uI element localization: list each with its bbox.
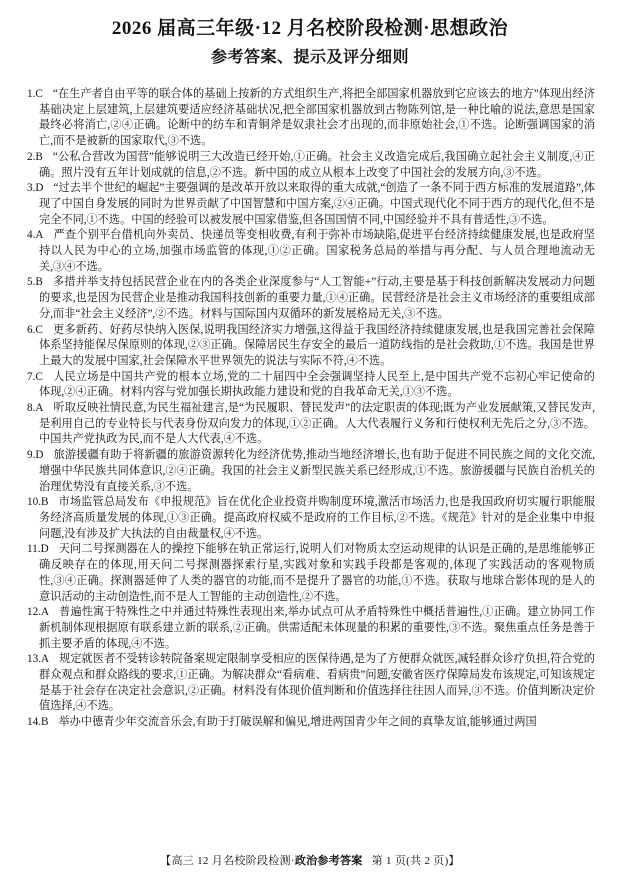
answer-item <box>27 401 595 448</box>
answer-item <box>27 87 595 150</box>
page-subtitle: 参考答案、提示及评分细则 <box>210 49 409 66</box>
answer-explanation: 普遍性寓于特殊性之中并通过特殊性表现出来,举办试点可从矛盾特殊性中概括普遍性,①正确。建立协同工作新机制体现根据原有联系建立新的联系,②正确。供需适配未体现量的积累的重要性,③不选。聚焦重点任务是善于抓主要矛盾的体现,④不选。 <box>39 606 595 650</box>
answer-number-choice: 8.A <box>27 402 44 415</box>
answer-item <box>27 448 595 495</box>
answer-number-choice: 4.A <box>27 229 44 242</box>
answer-item <box>27 370 595 401</box>
answer-item <box>27 150 595 181</box>
answer-item <box>27 275 595 322</box>
answer-number-choice: 13.A <box>27 653 50 666</box>
answer-item <box>27 323 595 370</box>
answer-number-choice: 14.B <box>27 716 49 729</box>
answer-explanation: 旅游援疆有助于将新疆的旅游资源转化为经济优势,推动当地经济增长,也有助于促进不同民族之间的文化交流,增强中华民族共同体意识,②④正确。我国的社会主义新型民族关系已经形成,①不选。旅游援疆与民族自治机关的治理优势没有直接关系,③不选。 <box>39 449 595 493</box>
answer-item <box>27 495 595 542</box>
answer-number-choice: 2.B <box>27 150 43 163</box>
footer-prefix: 【高三 12 月名校阶段检测· <box>160 855 295 867</box>
answer-explanation: 规定就医者不受转诊转院备案规定限制享受相应的医保待遇,是为了方便群众就医,减轻群众诊疗负担,符合党的群众观点和群众路线的要求,①正确。为解决群众“看病难、看病贵”问题,安徽省医疗保障局发布该规定,可知该规定是基于社会存在决定社会意识,②正确。材料没有体现价值判断和价值选择往往因人而异,③不选。价值判断决定价值选择,④不选。 <box>39 653 595 713</box>
answer-number-choice: 12.A <box>27 606 50 619</box>
answer-item <box>27 605 595 652</box>
answer-item <box>27 715 595 731</box>
answer-number-choice: 1.C <box>27 88 43 100</box>
answer-explanation: “在生产者自由平等的联合体的基础上按新的方式组织生产,将把全部国家机器放到它应该去的地方”体现出经济基础决定上层建筑,上层建筑要适应经济基础状况,把全部国家机器放到古物陈列馆,是一种比喻的说法,意思是国家最终必将消亡,②④正确。论断中的纺车和青铜斧是奴隶社会才出现的,而非原始社会,①不选。论断强调国家的消亡,而不是被新的国家取代,③不选。 <box>39 88 595 148</box>
answer-explanation: 天问二号探测器在人的操控下能够在轨正常运行,说明人们对物质太空运动规律的认识是正确的,是思维能够正确反映存在的体现,用天问二号探测器探索行星,实践对象和实践手段都是客观的,体现了实践活动的客观物质性,③④正确。探测器延伸了人类的器官的功能,而不是提升了器官的功能,①不选。获取与地球合影体现的是人的意识活动的主动创造性,而不是人工智能的主动创造性,②不选。 <box>39 543 595 603</box>
answer-number-choice: 6.C <box>27 323 43 336</box>
answer-number-choice: 10.B <box>27 496 49 509</box>
answer-item <box>27 652 595 715</box>
answer-number-choice: 11.D <box>27 543 49 556</box>
answer-item <box>27 228 595 275</box>
answer-number-choice: 5.B <box>27 276 43 289</box>
answer-explanation: 严查个别平台借机向外卖员、快递员等变相收费,有利于弥补市场缺陷,促进平台经济持续健康发展,也是政府坚持以人民为中心的立场,加强市场监管的体现,①②正确。国家税务总局的举措与再分配、与人员合理地流动无关,③④不选。 <box>39 229 595 273</box>
answers-list <box>27 87 595 731</box>
answer-item <box>27 181 595 228</box>
page-footer <box>0 852 620 868</box>
answer-explanation: “过去半个世纪的崛起”主要强调的是改革开放以来取得的重大成就,“创造了一条不同于西方标准的发展道路”,体现了中国自身发展的同时为世界贡献了中国智慧和中国方案,②④正确。中国式现代化不同于西方的现代化,但不是完全不同,①不选。中国的经验可以被发展中国家借鉴,但各国国情不同,中国经验并不具有普适性,③不选。 <box>39 182 595 226</box>
footer-page-number: 第 1 页(共 2 页)】 <box>371 855 460 867</box>
answer-number-choice: 9.D <box>27 449 44 462</box>
answer-number-choice: 3.D <box>27 182 44 195</box>
answer-explanation: 更多新药、好药尽快纳入医保,说明我国经济实力增强,这得益于我国经济持续健康发展,也是我国完善社会保障体系坚持能保尽保原则的体现,②③正确。保障居民生存安全的最后一道防线指的是社会救助,①不选。我国是世界上最大的发展中国家,社会保障水平世界领先的说法与实际不符,④不选。 <box>39 323 595 367</box>
answer-explanation: “公私合营改为国营”能够说明三大改造已经开始,①正确。社会主义改造完成后,我国确立起社会主义制度,④正确。照片没有五年计划成就的信息,②不选。新中国的成立从根本上改变了中国社会的发展方向,③不选。 <box>39 150 595 179</box>
footer-subject: 政治参考答案 <box>294 855 363 867</box>
answer-explanation: 举办中德青少年交流音乐会,有助于打破误解和偏见,增进两国青少年之间的真挚友谊,能够通过两国 <box>58 716 537 729</box>
answer-explanation: 人民立场是中国共产党的根本立场,党的二十届四中全会强调坚持人民至上,是中国共产党不忘初心牢记使命的体现,②④正确。材料内容与党加强长期执政能力建设和党的自我革命无关,①③不选。 <box>39 370 595 399</box>
answer-number-choice: 7.C <box>27 370 43 383</box>
answer-explanation: 多措并举支持包括民营企业在内的各类企业深度参与“人工智能+”行动,主要是基于科技创新解决发展动力问题的要求,也是因为民营企业是推动我国科技创新的重要力量,①④正确。民营经济是社会主义市场经济的重要组成部分,而非“社会主义经济”,②不选。材料与国际国内双循环的新发展格局无关,③不选。 <box>39 276 595 320</box>
answer-explanation: 听取反映社情民意,为民生福祉建言,是“为民履职、替民发声”的法定职责的体现;既为产业发展献策,又替民发声,是利用自己的专业特长与代表身份双向发力的体现,①②正确。人大代表履行义务和行使权利无先后之分,③不选。中国共产党执政为民,而不是人大代表,④不选。 <box>39 402 595 446</box>
page-title: 2026 届高三年级·12 月名校阶段检测·思想政治 <box>111 18 509 39</box>
answer-explanation: 市场监管总局发布《申报规范》旨在优化企业投资并购制度环境,激活市场活力,也是我国政府切实履行职能服务经济高质量发展的体现,①③正确。提高政府权威不是政府的工作目标,②不选。《规范》针对的是企业集中申报问题,没有涉及扩大执法的自由裁量权,④不选。 <box>39 496 595 540</box>
answer-item <box>27 542 595 605</box>
